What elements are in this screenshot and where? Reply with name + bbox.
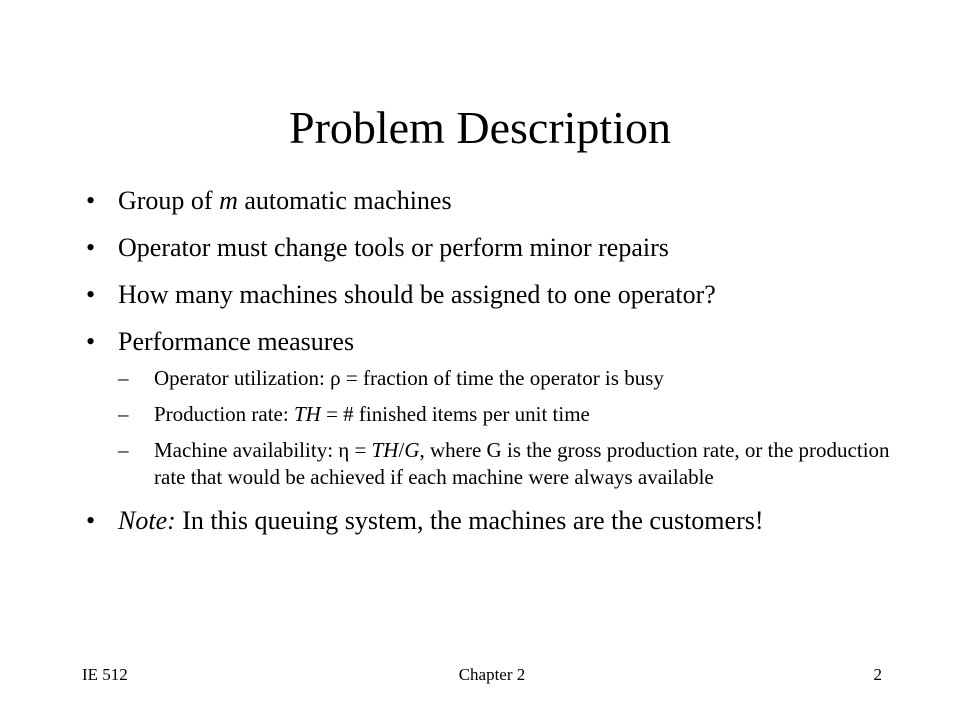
sub-bullet-marker: – bbox=[118, 438, 129, 462]
sub-bullet-text-em2: G bbox=[404, 438, 420, 462]
bullet-text-post: In this queuing system, the machines are the customers! bbox=[175, 506, 764, 535]
bullet-marker: • bbox=[86, 186, 96, 215]
sub-bullet-text-em: TH bbox=[371, 438, 399, 462]
sub-bullet-marker: – bbox=[118, 402, 129, 426]
bullet-text-pre: Group of bbox=[118, 186, 220, 215]
sub-bullet-text-em: TH bbox=[293, 402, 321, 426]
sub-bullet-slash: / bbox=[398, 438, 405, 462]
sub-bullet-item bbox=[118, 365, 900, 392]
footer-course: IE 512 bbox=[82, 665, 128, 684]
sub-bullet-text-pre: Operator utilization: bbox=[154, 366, 331, 390]
sub-bullet-text-pre: Production rate: bbox=[154, 402, 294, 426]
footer-chapter: Chapter 2 bbox=[458, 665, 526, 684]
bullet-text: Performance measures bbox=[118, 327, 355, 356]
sub-bullet-text-post: = fraction of time the operator is busy bbox=[340, 366, 664, 390]
sub-bullet-text-post: , where G is the gross production rate, or the production rate that would be achieved if each machine were always available bbox=[154, 438, 890, 489]
bullet-item bbox=[80, 325, 900, 491]
footer-page-number: 2 bbox=[873, 665, 882, 684]
bullet-item bbox=[80, 504, 900, 538]
bullet-marker: • bbox=[86, 280, 96, 309]
sub-bullet-list bbox=[118, 365, 900, 491]
bullet-text: How many machines should be assigned to one operator? bbox=[118, 280, 716, 309]
bullet-marker: • bbox=[86, 506, 96, 535]
bullet-text-em: Note: bbox=[118, 506, 176, 535]
bullet-marker: • bbox=[86, 233, 96, 262]
slide-title: Problem Description bbox=[289, 102, 671, 153]
eta-symbol: η bbox=[338, 438, 350, 462]
bullet-list bbox=[80, 184, 900, 551]
bullet-text-em: m bbox=[219, 186, 238, 215]
sub-bullet-marker: – bbox=[118, 366, 129, 390]
sub-bullet-text-post: = # finished items per unit time bbox=[320, 402, 590, 426]
bullet-item bbox=[80, 184, 900, 218]
bullet-marker: • bbox=[86, 327, 96, 356]
sub-bullet-text-mid: = bbox=[349, 438, 372, 462]
bullet-text-post: automatic machines bbox=[237, 186, 452, 215]
bullet-item bbox=[80, 278, 900, 312]
sub-bullet-item bbox=[118, 437, 900, 491]
sub-bullet-item bbox=[118, 401, 900, 428]
rho-symbol: ρ bbox=[330, 366, 341, 390]
bullet-text: Operator must change tools or perform minor repairs bbox=[118, 233, 669, 262]
sub-bullet-text-pre: Machine availability: bbox=[154, 438, 339, 462]
bullet-item bbox=[80, 231, 900, 265]
